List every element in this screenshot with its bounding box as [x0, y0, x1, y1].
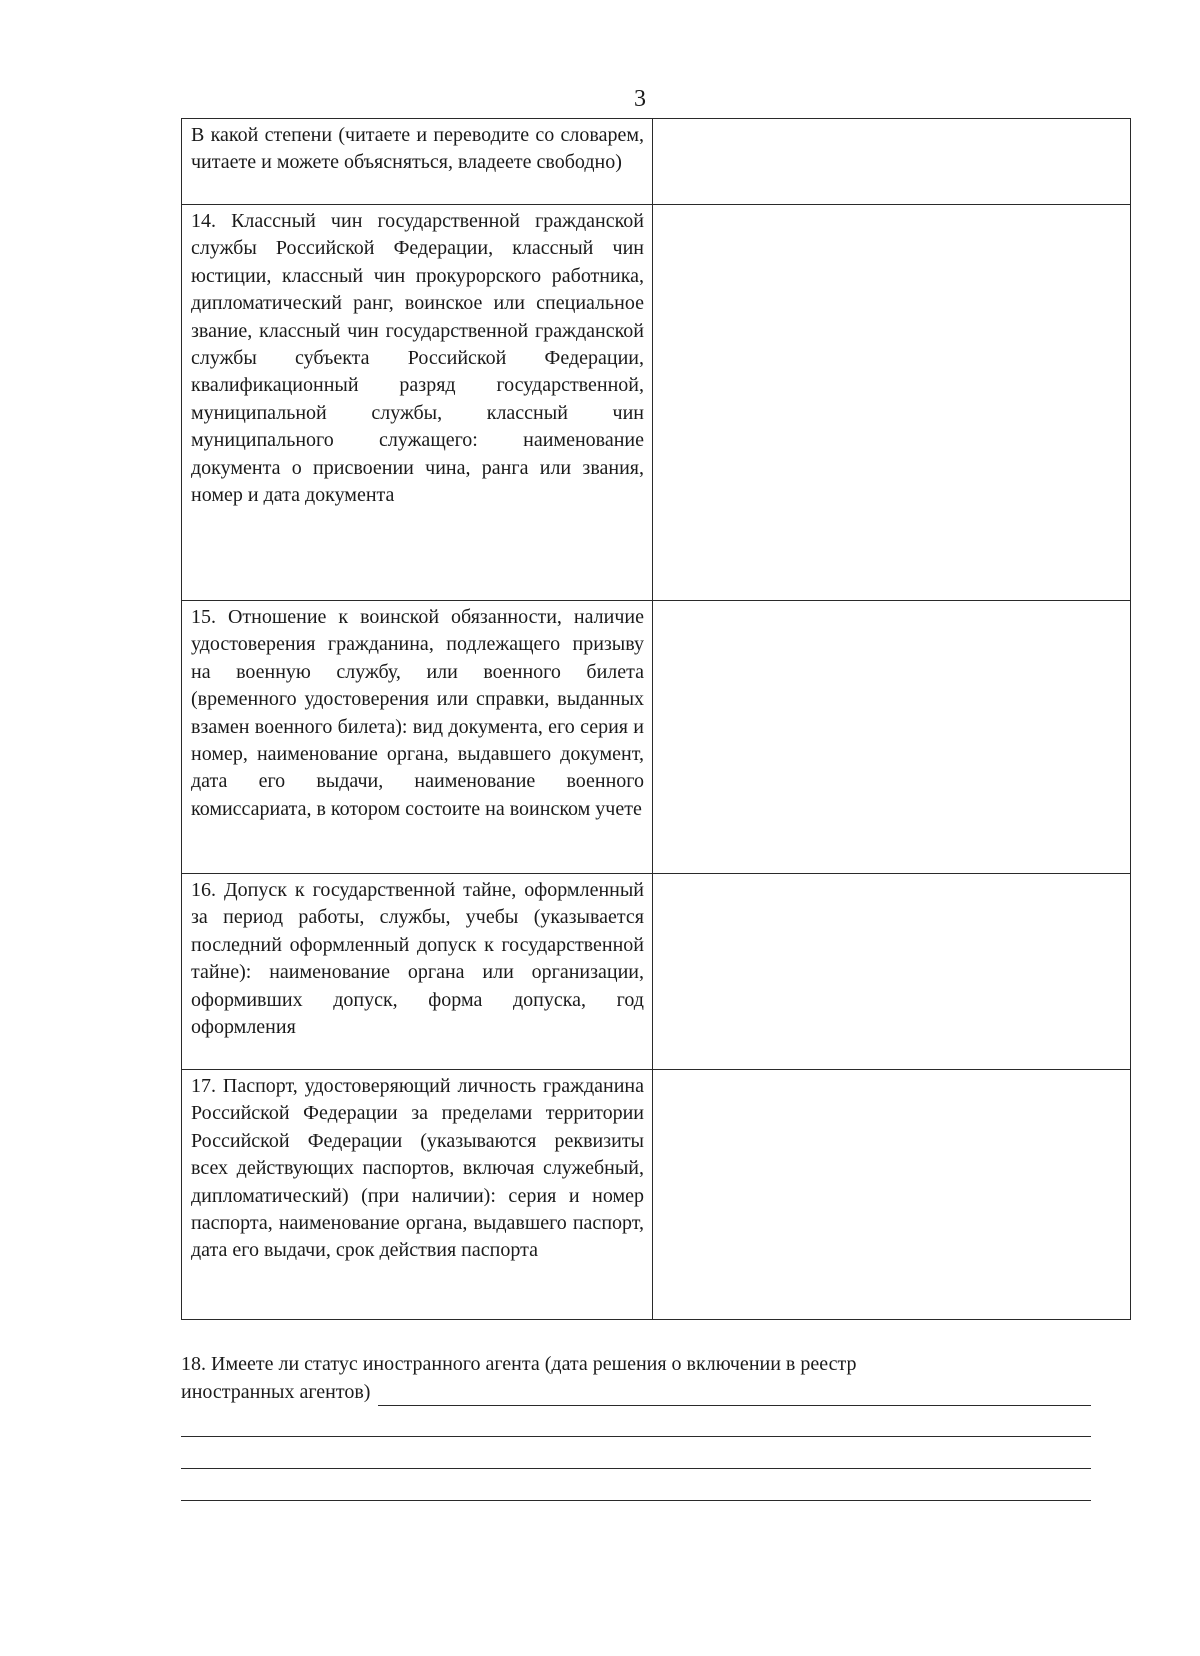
row-value-field[interactable]: [653, 601, 1131, 874]
row-label: [182, 1070, 653, 1320]
row-label-text: 17. Паспорт, удостоверяющий личность гражданина Российской Федерации за пределами территории Российской Федерации (указываются реквизиты всех действующих паспортов, включая служебный, дипломатический) (при наличии): серия и номер паспорта, наименование органа, выдавшего паспорт, дата его выдачи, срок действия паспорта: [191, 1075, 644, 1262]
row-value-field[interactable]: [653, 874, 1131, 1070]
question-18-line1: 18. Имеете ли статус иностранного агента (дата решения о включении в реестр: [181, 1353, 857, 1375]
row-value-field[interactable]: [653, 1070, 1131, 1320]
question-18-answer-field[interactable]: [378, 1383, 1091, 1406]
question-18-line2: иностранных агентов): [181, 1381, 371, 1403]
row-label-text: 14. Классный чин государственной гражданской службы Российской Федерации, классный чин юстиции, классный чин прокурорского работника, дипломатический ранг, воинское или специальное звание, классный чин государственной гражданской службы субъекта Российской Федерации, квалификационный разряд государственной, муниципальной службы, классный чин муниципального служащего: наименование документа о присвоении чина, ранга или звания, номер и дата документа: [191, 210, 644, 507]
row-label-text: 16. Допуск к государственной тайне, оформленный за период работы, службы, учебы (указывается последний оформленный допуск к государственной тайне): наименование органа или организации, оформивших допуск, форма допуска, год оформления: [191, 879, 644, 1039]
table-row: [182, 205, 1131, 601]
answer-line[interactable]: [181, 1436, 1091, 1437]
row-value-field[interactable]: [653, 119, 1131, 205]
answer-line[interactable]: [181, 1500, 1091, 1501]
answer-line[interactable]: [181, 1468, 1091, 1469]
question-18: [181, 1350, 1101, 1406]
table-row: [182, 1070, 1131, 1320]
question-18-row: [181, 1378, 1101, 1406]
table-row: [182, 874, 1131, 1070]
page-number: [40, 84, 1200, 114]
questionnaire-table: [181, 118, 1131, 1320]
row-label: [182, 874, 653, 1070]
table-row: [182, 601, 1131, 874]
row-label-text: 15. Отношение к воинской обязанности, наличие удостоверения гражданина, подлежащего призыву на военную службу, или военного билета (временного удостоверения или справки, выданных взамен военного билета): вид документа, его серия и номер, наименование органа, выдавшего документ, дата его выдачи, наименование военного комиссариата, в котором состоите на воинском учете: [191, 606, 644, 820]
table-row: [182, 119, 1131, 205]
row-label-text: В какой степени (читаете и переводите со словарем, читаете и можете объясняться, владеете свободно): [191, 124, 644, 174]
row-value-field[interactable]: [653, 205, 1131, 601]
row-label: [182, 119, 653, 205]
page-number-text: 3: [634, 86, 646, 112]
row-label: [182, 205, 653, 601]
row-label: [182, 601, 653, 874]
